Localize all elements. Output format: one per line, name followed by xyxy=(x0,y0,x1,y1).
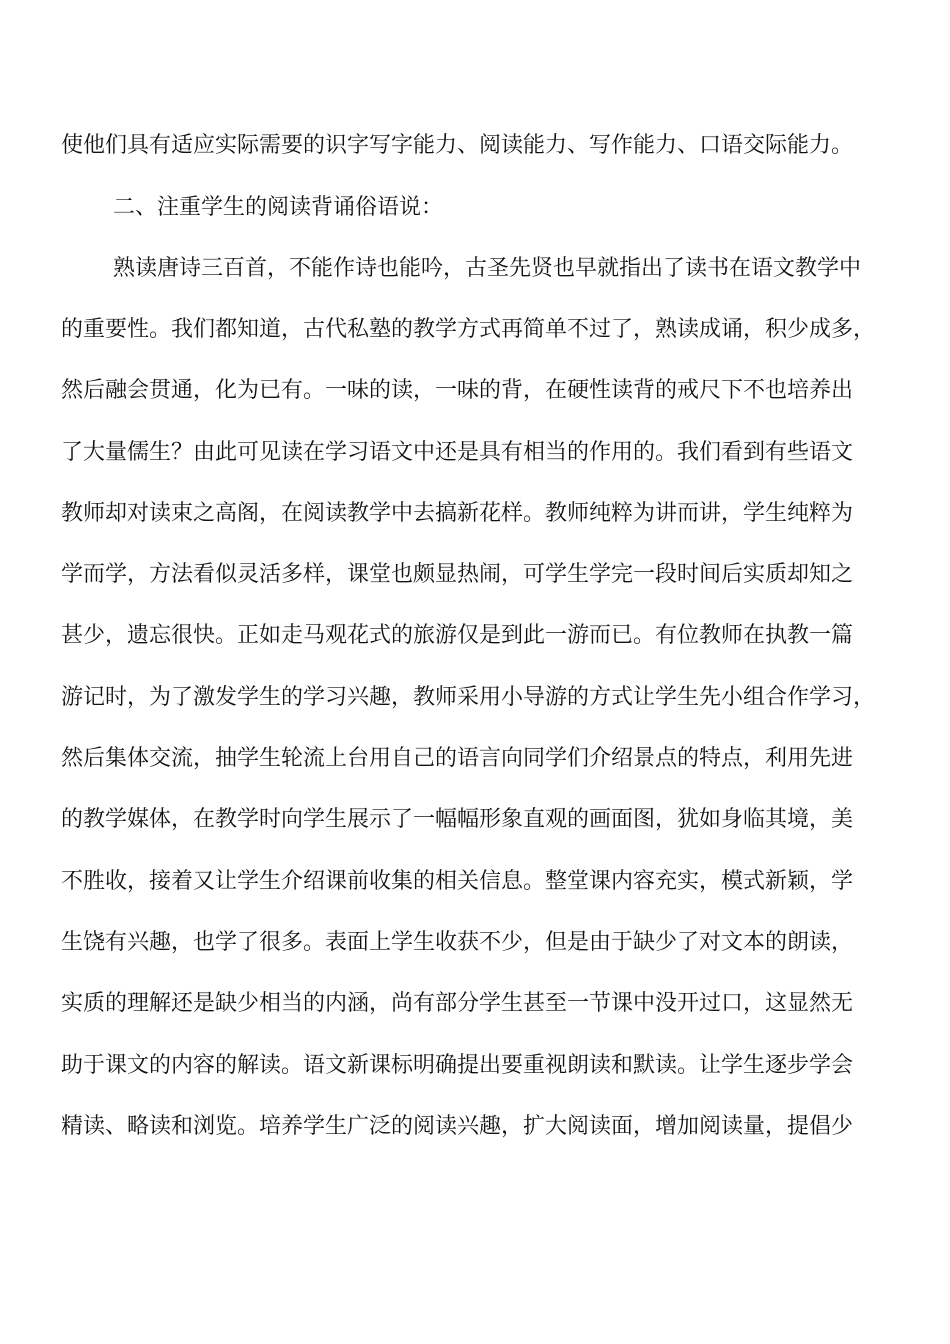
text-line: 助于课文的内容的解读。语文新课标明确提出要重视朗读和默读。让学生逐步学会 xyxy=(61,1053,854,1078)
text-line: 的教学媒体，在教学时向学生展示了一幅幅形象直观的画面图，犹如身临其境，美 xyxy=(61,807,854,832)
text-line: 不胜收，接着又让学生介绍课前收集的相关信息。整堂课内容充实，模式新颖，学 xyxy=(61,869,854,894)
text-line: 甚少，遗忘很快。正如走马观花式的旅游仅是到此一游而已。有位教师在执教一篇 xyxy=(61,623,854,648)
text-line: 然后融会贯通，化为已有。一味的读，一味的背，在硬性读背的戒尺下不也培养出 xyxy=(61,378,854,403)
text-line: 游记时，为了激发学生的学习兴趣，教师采用小导游的方式让学生先小组合作学习， xyxy=(61,685,876,710)
section-heading: 二、注重学生的阅读背诵俗语说： xyxy=(113,195,444,220)
text-line: 教师却对读束之高阁，在阅读教学中去搞新花样。教师纯粹为讲而讲，学生纯粹为 xyxy=(61,501,854,526)
text-line: 精读、略读和浏览。培养学生广泛的阅读兴趣，扩大阅读面，增加阅读量，提倡少 xyxy=(61,1114,854,1139)
text-line: 实质的理解还是缺少相当的内涵，尚有部分学生甚至一节课中没开过口，这显然无 xyxy=(61,991,854,1016)
text-line: 使他们具有适应实际需要的识字写字能力、阅读能力、写作能力、口语交际能力。 xyxy=(61,133,854,158)
text-line: 学而学，方法看似灵活多样，课堂也颇显热闹，可学生学完一段时间后实质却知之 xyxy=(61,562,854,587)
text-line: 生饶有兴趣，也学了很多。表面上学生收获不少，但是由于缺少了对文本的朗读， xyxy=(61,930,854,955)
text-line: 然后集体交流，抽学生轮流上台用自己的语言向同学们介绍景点的特点，利用先进 xyxy=(61,746,854,771)
text-line: 熟读唐诗三百首，不能作诗也能吟，古圣先贤也早就指出了读书在语文教学中 xyxy=(113,256,862,281)
text-line: 了大量儒生？由此可见读在学习语文中还是具有相当的作用的。我们看到有些语文 xyxy=(61,440,854,465)
text-line: 的重要性。我们都知道，古代私塾的教学方式再简单不过了，熟读成诵，积少成多， xyxy=(61,317,876,342)
